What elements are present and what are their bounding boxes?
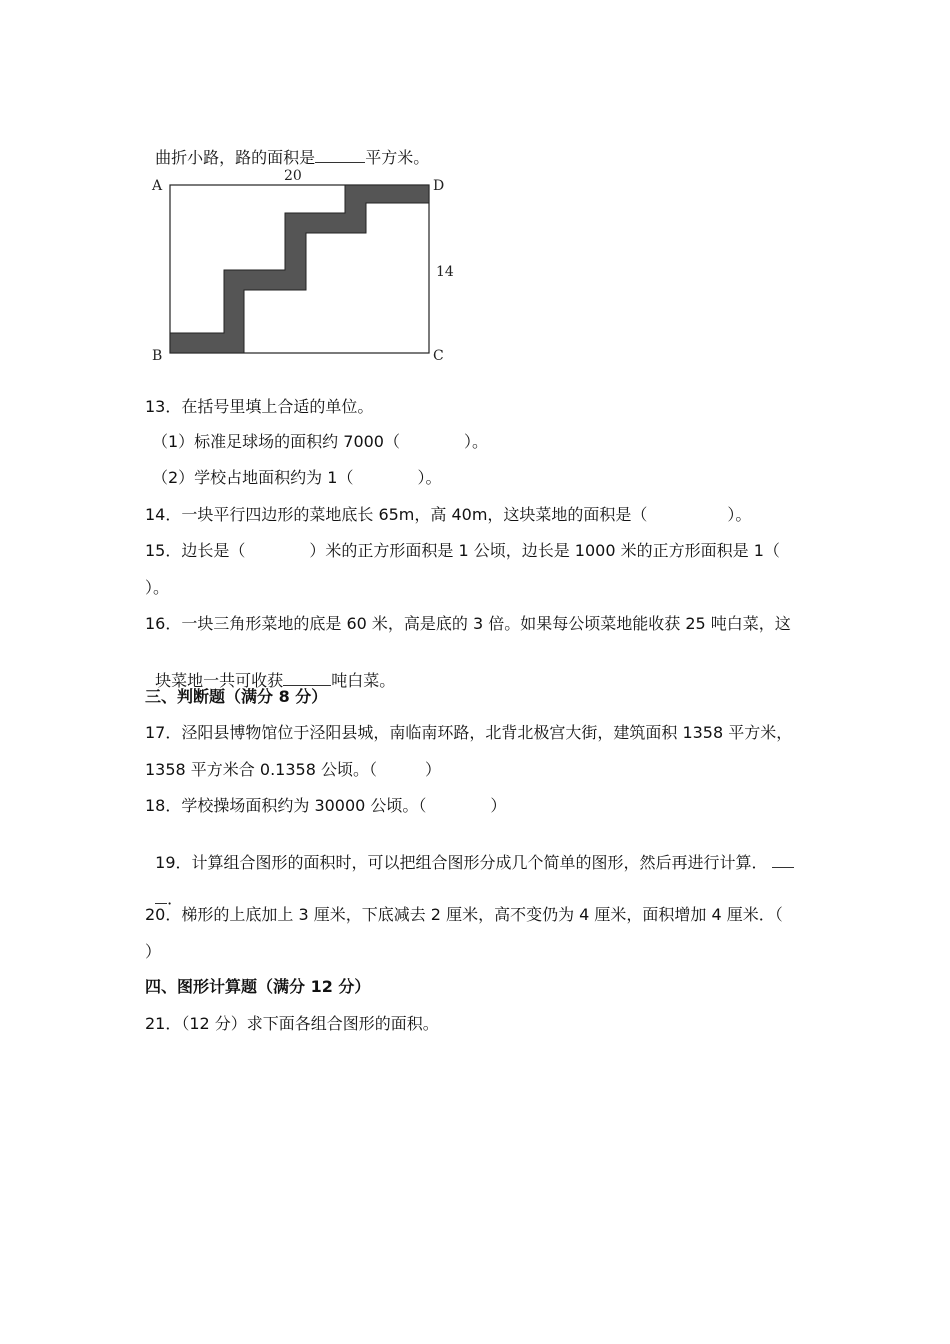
q19-text: 19．计算组合图形的面积时，可以把组合图形分成几个简单的图形，然后再进行计算．: [155, 853, 768, 872]
q16-line1: 16．一块三角形菜地的底是 60 米，高是底的 3 倍。如果每公顷菜地能收获 25 吨白菜，这: [145, 614, 791, 633]
q21: 21．（12 分）求下面各组合图形的面积。: [145, 1014, 439, 1033]
q20-line1: 20．梯形的上底加上 3 厘米，下底减去 2 厘米，高不变仍为 4 厘米，面积增加 4 厘米．（: [145, 905, 783, 924]
q16-line2: [145, 651, 395, 691]
q19-line1: [145, 833, 794, 873]
q15-line2: ）。: [145, 578, 170, 597]
q12-text-before: 曲折小路，路的面积是: [155, 148, 316, 167]
section-3-heading: 三、判断题（满分 8 分）: [145, 687, 328, 706]
right-length-label: 14: [436, 264, 454, 280]
q17-line1: 17．泾阳县博物馆位于泾阳县城，南临南环路，北背北极宫大街，建筑面积 1358 平方米，: [145, 723, 793, 742]
q12-text-after: 平方米。: [365, 148, 430, 167]
section-4-heading: 四、图形计算题（满分 12 分）: [145, 977, 371, 996]
zigzag-path: [170, 185, 429, 353]
top-length-label: 20: [284, 168, 302, 184]
q20-line2: ）: [145, 942, 162, 961]
q15-line1: 15．边长是（ ）米的正方形面积是 1 公顷，边长是 1000 米的正方形面积是 1（: [145, 541, 780, 560]
q14: 14．一块平行四边形的菜地底长 65m，高 40m，这块菜地的面积是（ ）。: [145, 505, 752, 524]
q13-part2: （2）学校占地面积约为 1（ ）。: [152, 468, 442, 487]
q13-part1: （1）标准足球场的面积约 7000（ ）。: [152, 432, 488, 451]
q19-text-after: ．: [167, 889, 184, 908]
answer-blank[interactable]: [283, 671, 331, 686]
answer-blank[interactable]: [315, 148, 365, 163]
q17-line2: 1358 平方米合 0.1358 公顷。（ ）: [145, 760, 441, 779]
q13-stem: 13．在括号里填上合适的单位。: [145, 397, 374, 416]
label-d: D: [433, 178, 445, 194]
label-a: A: [152, 178, 163, 194]
q16-text-before: 块菜地一共可收获: [155, 671, 284, 690]
q12-tail: [145, 128, 429, 168]
q18: 18．学校操场面积约为 30000 公顷。（ ）: [145, 796, 507, 815]
zigzag-path-figure: [148, 165, 468, 370]
answer-blank[interactable]: [155, 889, 167, 904]
label-c: C: [433, 348, 444, 364]
q16-text-after: 吨白菜。: [331, 671, 396, 690]
label-b: B: [152, 348, 163, 364]
answer-blank[interactable]: [772, 853, 794, 868]
q19-line2: [145, 869, 183, 909]
